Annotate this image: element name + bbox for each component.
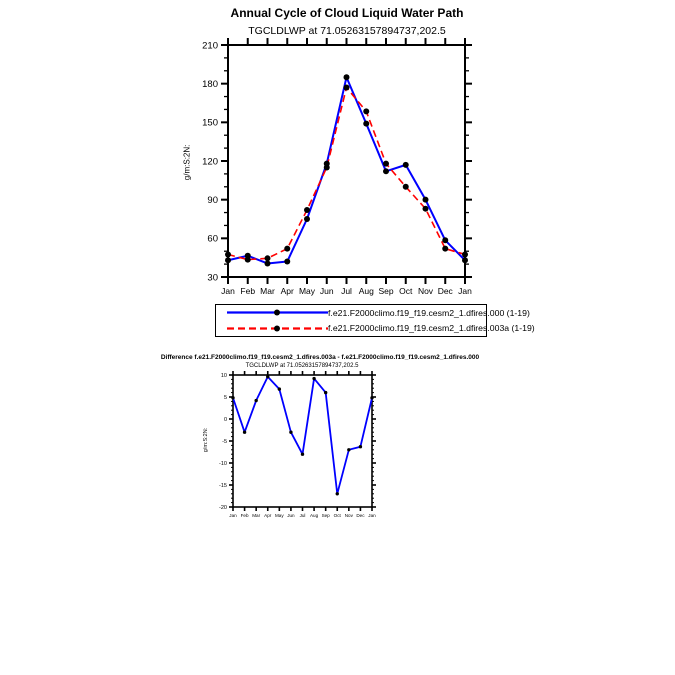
svg-text:Feb: Feb	[240, 513, 249, 519]
svg-text:Nov: Nov	[344, 513, 353, 519]
svg-text:May: May	[298, 286, 316, 296]
svg-text:Sep: Sep	[321, 513, 330, 519]
svg-text:-15: -15	[219, 482, 227, 489]
main-chart-y-axis-label: g/m:S:2N:	[182, 144, 192, 181]
svg-text:Dec: Dec	[437, 286, 453, 296]
svg-text:150: 150	[202, 117, 218, 129]
diff-chart-title: Difference f.e21.F2000climo.f19_f19.cesm2_1.dfires.003a - f.e21.F2000climo.f19_f19.cesm2_1.dfires.000	[160, 354, 480, 361]
legend-item-dfires-003a	[216, 321, 535, 336]
svg-text:Apr: Apr	[264, 513, 272, 519]
legend-label-dfires-003a: f.e21.F2000climo.f19_f19.cesm2_1.dfires.003a (1-19)	[328, 323, 535, 334]
svg-text:120: 120	[202, 156, 218, 168]
svg-text:Nov: Nov	[417, 286, 434, 296]
svg-text:Dec: Dec	[356, 513, 365, 519]
legend-item-dfires-000	[216, 305, 530, 320]
svg-text:210: 210	[202, 40, 218, 52]
main-chart-title: Annual Cycle of Cloud Liquid Water Path	[230, 6, 464, 20]
svg-text:Jan: Jan	[229, 513, 237, 519]
diff-chart-subtitle: TGCLDLWP at 71.05263157894737,202.5	[245, 363, 359, 369]
svg-text:180: 180	[202, 78, 218, 90]
series-line-1-0	[233, 377, 372, 494]
svg-text:Oct: Oct	[333, 513, 341, 519]
series-line-0-0	[228, 77, 465, 263]
svg-text:Apr: Apr	[280, 286, 294, 296]
legend-marker-dot-icon	[274, 325, 280, 331]
svg-text:Jan: Jan	[221, 286, 235, 296]
svg-text:Aug: Aug	[309, 513, 319, 519]
svg-text:Jun: Jun	[319, 286, 334, 296]
svg-text:Aug: Aug	[358, 286, 374, 296]
svg-text:Mar: Mar	[260, 286, 275, 296]
svg-text:Sep: Sep	[378, 286, 394, 296]
svg-text:May: May	[274, 513, 284, 519]
svg-text:Jan: Jan	[458, 286, 472, 296]
svg-text:Jul: Jul	[299, 513, 306, 519]
legend-line-sample-dashed	[227, 322, 328, 335]
legend-label-dfires-000: f.e21.F2000climo.f19_f19.cesm2_1.dfires.000 (1-19)	[328, 307, 530, 318]
svg-text:10: 10	[220, 372, 227, 379]
svg-text:5: 5	[223, 394, 227, 401]
svg-text:0: 0	[223, 416, 227, 423]
svg-text:Oct: Oct	[399, 286, 413, 296]
svg-text:Jun: Jun	[287, 513, 295, 519]
svg-text:-5: -5	[222, 438, 227, 445]
svg-text:Jul: Jul	[341, 286, 352, 296]
diff-chart-y-axis-label: g/m:S:2N:	[202, 427, 209, 453]
main-chart-subtitle: TGCLDLWP at 71.05263157894737,202.5	[248, 25, 446, 37]
legend-box	[215, 304, 535, 337]
svg-text:30: 30	[207, 272, 218, 284]
legend-line-sample-solid	[227, 306, 328, 319]
legend-marker-dot-icon	[274, 310, 280, 316]
svg-text:Feb: Feb	[240, 286, 256, 296]
svg-text:Mar: Mar	[252, 513, 261, 519]
series-line-0-1	[228, 88, 465, 260]
svg-text:-10: -10	[219, 460, 227, 467]
svg-text:Jan: Jan	[368, 513, 376, 519]
svg-text:90: 90	[207, 194, 218, 206]
svg-text:60: 60	[207, 233, 218, 245]
svg-text:-20: -20	[219, 504, 227, 511]
